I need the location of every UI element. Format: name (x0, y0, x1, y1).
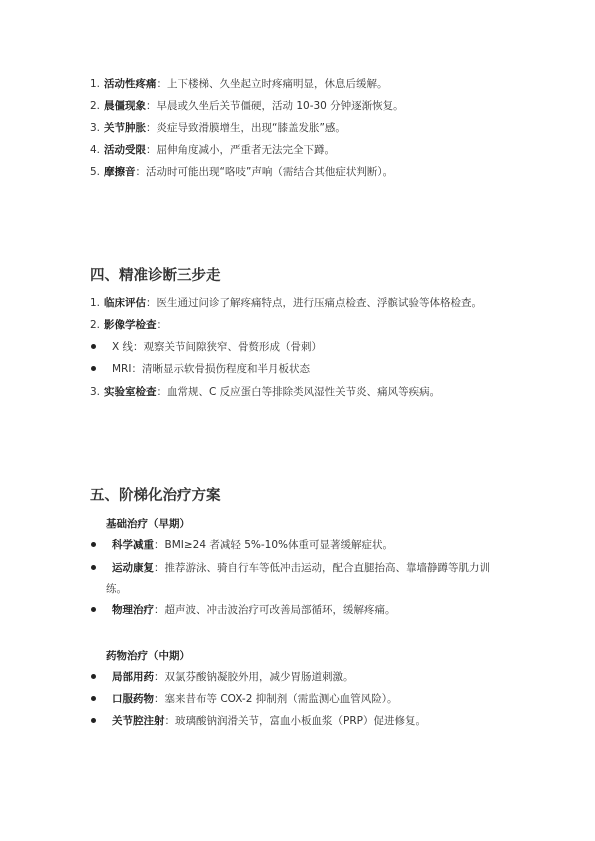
term-label: 科学减重 (112, 539, 154, 551)
list-number: 3. (90, 122, 101, 134)
term-label: 口服药物 (112, 693, 154, 705)
subsection-title: 药物治疗（中期） (106, 650, 190, 662)
bullet-icon (91, 366, 96, 371)
list-number: 1. (90, 297, 101, 309)
bullet-icon (91, 696, 96, 701)
term-label: 运动康复 (112, 562, 154, 574)
term-description: ：上下楼梯、久坐起立时疼痛明显，休息后缓解。 (156, 78, 388, 90)
list-number: 3. (90, 386, 101, 398)
term-description: ：医生通过问诊了解疼痛特点，进行压痛点检查、浮髌试验等体格检查。 (146, 297, 482, 309)
bullet-text: MRI：清晰显示软骨损伤程度和半月板状态 (112, 363, 310, 375)
term-label: 实验室检查 (104, 386, 157, 398)
term-label: 关节腔注射 (112, 715, 165, 727)
list-number: 2. (90, 319, 101, 331)
term-description: ：炎症导致滑膜增生，出现“膝盖发胀”感。 (146, 122, 346, 134)
term-label: 物理治疗 (112, 604, 154, 616)
bullet-icon (91, 344, 96, 349)
term-label: 活动性疼痛 (104, 78, 157, 90)
term-label: 晨僵现象 (104, 100, 146, 112)
bullet-icon (91, 607, 96, 612)
term-label: 影像学检查 (104, 319, 157, 331)
list-number: 4. (90, 144, 101, 156)
bullet-icon (91, 674, 96, 679)
term-label: 局部用药 (112, 671, 154, 683)
term-label: 临床评估 (104, 297, 146, 309)
list-number: 5. (90, 166, 101, 178)
list-number: 2. (90, 100, 101, 112)
term-description: ：屈伸角度减小，严重者无法完全下蹲。 (146, 144, 335, 156)
term-description: ：BMI≥24 者减轻 5%-10%体重可显著缓解症状。 (154, 539, 393, 551)
bullet-text: X 线：观察关节间隙狭窄、骨赘形成（骨刺） (112, 341, 323, 353)
term-description: ：双氯芬酸钠凝胶外用，减少胃肠道刺激。 (154, 671, 354, 683)
term-description: ：玻璃酸钠润滑关节，富血小板血浆（PRP）促进修复。 (164, 715, 426, 727)
bullet-icon (91, 542, 96, 547)
subsection-title: 基础治疗（早期） (106, 518, 190, 530)
term-label: 关节肿胀 (104, 122, 146, 134)
term-description: ：超声波、冲击波治疗可改善局部循环，缓解疼痛。 (154, 604, 396, 616)
term-description: ：早晨或久坐后关节僵硬，活动 10-30 分钟逐渐恢复。 (146, 100, 404, 112)
term-label: 摩擦音 (104, 166, 136, 178)
bullet-icon (91, 565, 96, 570)
term-description: ：活动时可能出现“咯吱”声响（需结合其他症状判断）。 (135, 166, 394, 178)
term-description: ：推荐游泳、骑自行车等低冲击运动，配合直腿抬高、靠墙静蹲等肌力训 (154, 562, 490, 574)
section-heading: 五、阶梯化治疗方案 (90, 488, 221, 504)
term-description: ：血常规、C 反应蛋白等排除类风湿性关节炎、痛风等疾病。 (156, 386, 441, 398)
term-description: 练。 (106, 583, 127, 595)
section-heading: 四、精准诊断三步走 (90, 268, 221, 284)
bullet-icon (91, 718, 96, 723)
list-number: 1. (90, 78, 101, 90)
term-description: ： (156, 319, 167, 331)
term-description: ：塞来昔布等 COX-2 抑制剂（需监测心血管风险）。 (154, 693, 398, 705)
term-label: 活动受限 (104, 144, 146, 156)
